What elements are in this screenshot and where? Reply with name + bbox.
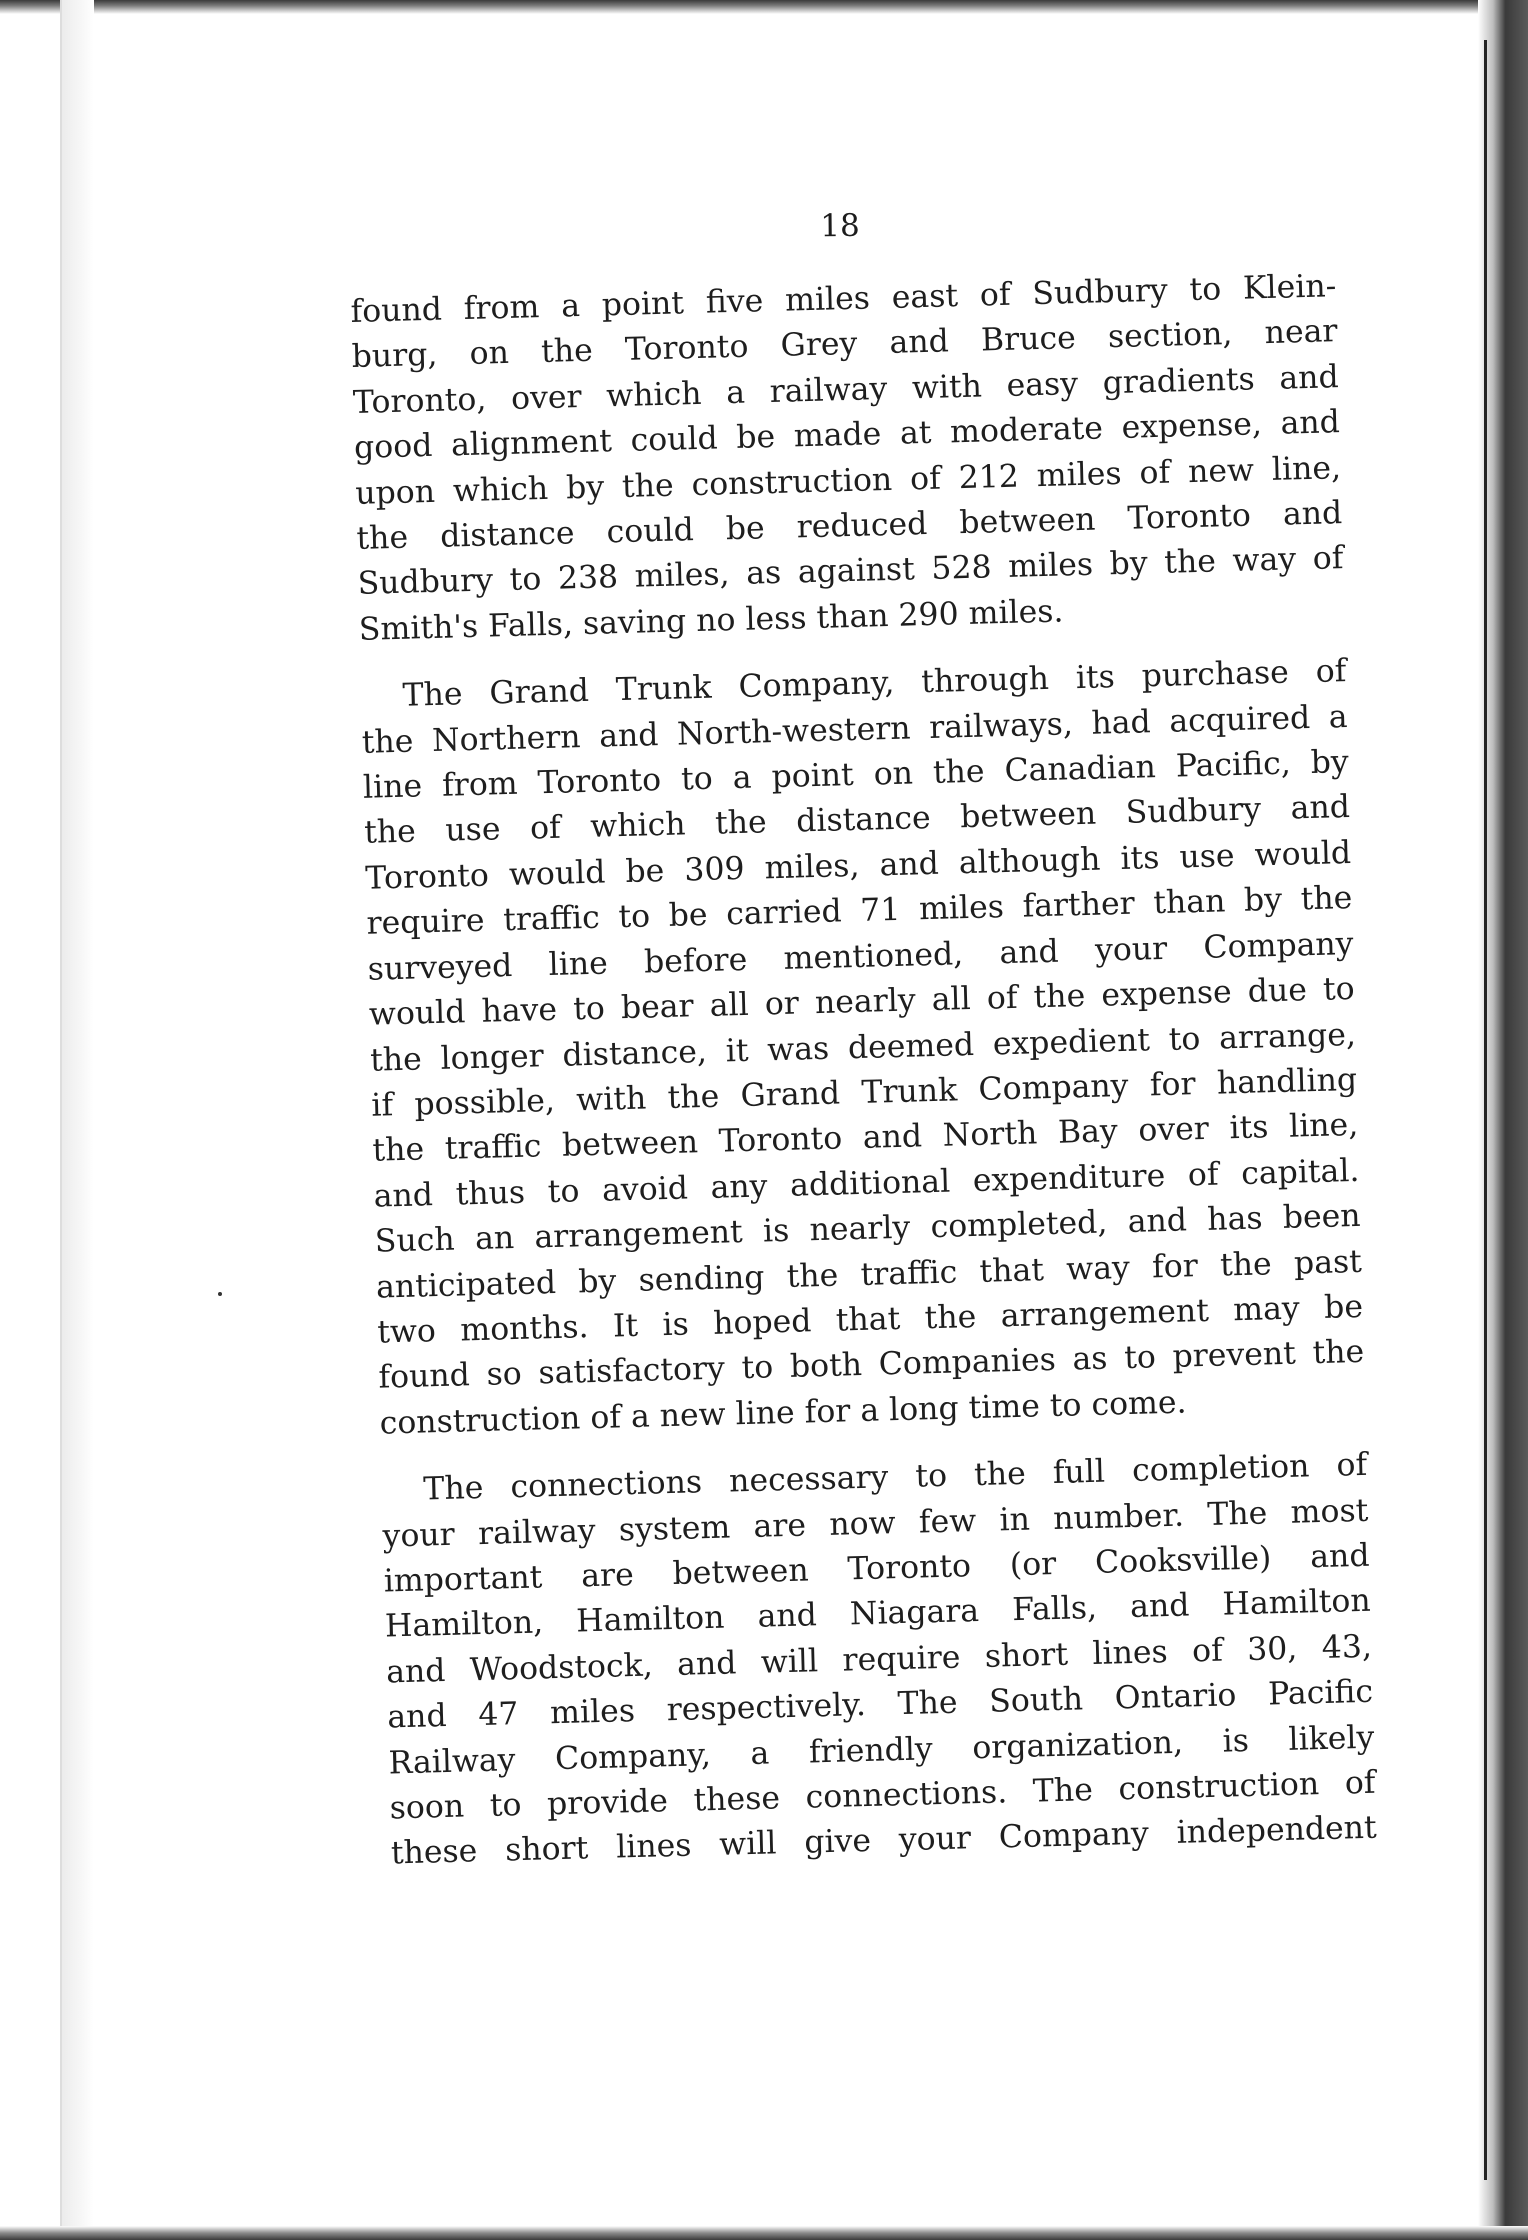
text-line: the use of which the distance between Sudbury and xyxy=(363,789,1351,852)
text-line: Such an arrangement is nearly completed, and has been xyxy=(374,1197,1362,1260)
text-line: your railway system are now few in number. The most xyxy=(382,1492,1369,1555)
text-line: Smith's Falls, saving no less than 290 miles. xyxy=(358,593,1064,648)
text-line: soon to provide these connections. The construction of xyxy=(389,1764,1376,1827)
body-text xyxy=(350,264,1378,1899)
text-line: Railway Company, a friendly organization, is likely xyxy=(388,1719,1375,1782)
text-line: Toronto would be 309 miles, and although its use would xyxy=(364,834,1352,897)
text-line: surveyed line before mentioned, and your Company xyxy=(367,925,1354,988)
left-page-fold xyxy=(60,0,94,2240)
text-line: if possible, with the Grand Trunk Company for handling xyxy=(370,1061,1358,1124)
paragraph-3 xyxy=(381,1443,1377,1877)
text-line: the longer distance, it was deemed expedient to arrange, xyxy=(369,1016,1357,1079)
scan-speck xyxy=(218,1292,222,1296)
bottom-scan-shadow xyxy=(0,2226,1528,2240)
text-line: burg, on the Toronto Grey and Bruce section, near xyxy=(351,313,1338,376)
text-line: and 47 miles respectively. The South Ontario Pacific xyxy=(386,1673,1374,1736)
text-line: two months. It is hoped that the arrangement may be xyxy=(376,1288,1364,1351)
text-line: important are between Toronto (or Cooksville) and xyxy=(383,1537,1370,1600)
text-line: and thus to avoid any additional expenditure of capital. xyxy=(373,1152,1360,1215)
text-line: Toronto, over which a railway with easy gradients and xyxy=(352,358,1340,421)
top-scan-shadow xyxy=(0,0,1528,14)
text-line: construction of a new line for a long time to come. xyxy=(379,1384,1188,1442)
text-line: the distance could be reduced between Toronto and xyxy=(356,495,1343,557)
text-line: found so satisfactory to both Companies as to prevent the xyxy=(378,1334,1365,1396)
text-line: Hamilton, Hamilton and Niagara Falls, and Hamilton xyxy=(384,1583,1372,1645)
text-line: and Woodstock, and will require short lines of 30, 43, xyxy=(385,1628,1373,1691)
text-line: the traffic between Toronto and North Bay over its line, xyxy=(372,1107,1359,1170)
text-line: anticipated by sending the traffic that way for the past xyxy=(375,1243,1363,1306)
text-line: found from a point five miles east of Sudbury to Klein- xyxy=(350,268,1337,330)
right-edge-line xyxy=(1484,40,1487,2180)
text-line: these short lines will give your Company independent xyxy=(390,1810,1378,1872)
text-line: Sudbury to 238 miles, as against 528 miles by the way of xyxy=(357,540,1344,603)
paragraph-2 xyxy=(360,649,1366,1446)
text-line: require traffic to be carried 71 miles farther than by the xyxy=(366,880,1353,943)
page-number: 18 xyxy=(820,207,860,245)
text-line: The connections necessary to the full completion of xyxy=(422,1446,1368,1508)
text-line: would have to bear all or nearly all of the expense due to xyxy=(368,971,1356,1033)
text-line: upon which by the construction of 212 miles of new line, xyxy=(354,449,1342,512)
text-line: line from Toronto to a point on the Canadian Pacific, by xyxy=(362,744,1350,806)
text-line: The Grand Trunk Company, through its purchase of xyxy=(402,653,1347,715)
text-line: the Northern and North-western railways, had acquired a xyxy=(361,698,1348,761)
paragraph-1 xyxy=(350,264,1345,653)
text-line: good alignment could be made at moderate expense, and xyxy=(353,404,1341,467)
